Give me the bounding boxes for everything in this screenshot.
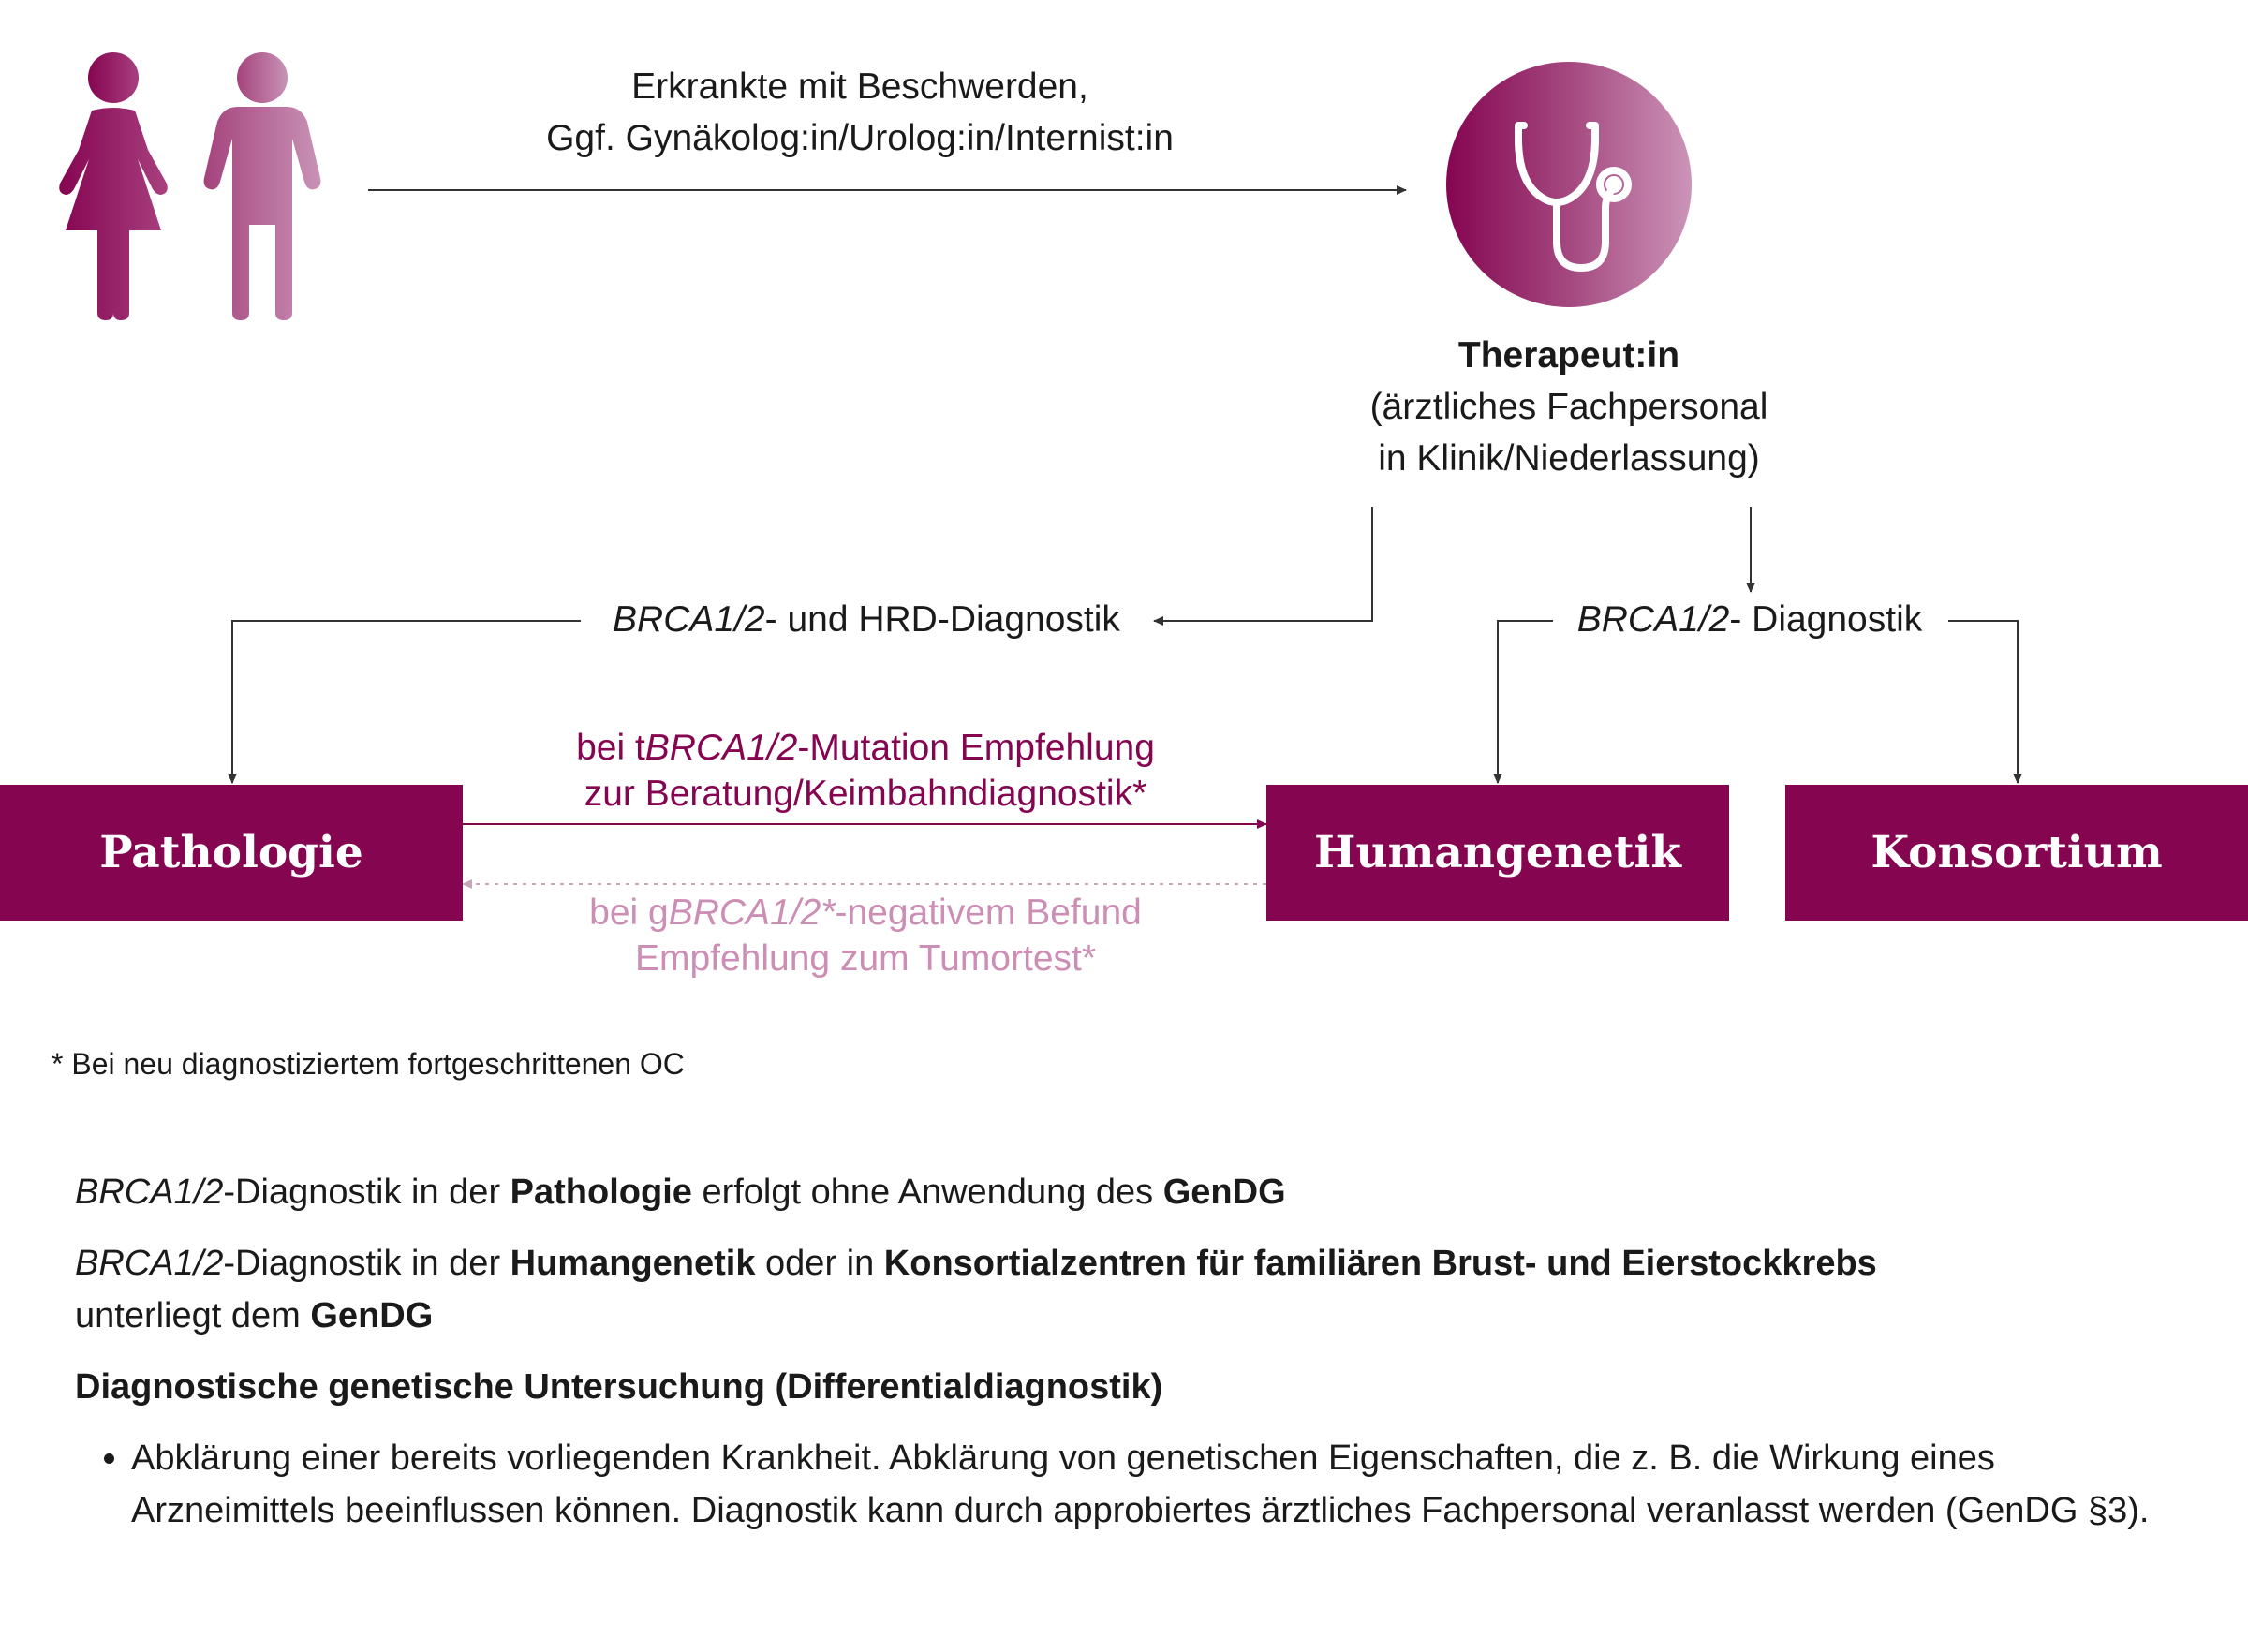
left-branch-gene: BRCA1/2 <box>613 599 765 640</box>
forward-recommendation <box>491 725 1240 817</box>
section-heading: Diagnostische genetische Untersuchung (Differentialdiagnostik) <box>75 1367 1163 1407</box>
p1-gendg: GenDG <box>1162 1173 1286 1212</box>
back-line-2: Empfehlung zum Tumortest* <box>634 938 1097 979</box>
back-pre: bei g <box>589 892 669 933</box>
therapist-left-connector <box>1154 507 1372 621</box>
right-branch-label <box>1553 596 1946 644</box>
right-branch-to-konsortium <box>1948 621 2018 783</box>
forward-post: -Mutation Empfehlung <box>797 728 1155 768</box>
left-branch-label <box>581 596 1152 644</box>
p2-gene: BRCA1/2 <box>75 1244 224 1283</box>
p2-gendg: GenDG <box>310 1296 434 1335</box>
therapist-line-3: in Klinik/Niederlassung) <box>1378 438 1760 479</box>
p2-text-a: -Diagnostik in der <box>223 1244 510 1283</box>
patients-label-line-2: Ggf. Gynäkolog:in/Urolog:in/Internist:in <box>546 118 1174 158</box>
forward-gene: BRCA1/2 <box>644 728 798 768</box>
paragraph-pathologie <box>75 1166 2201 1218</box>
konsortium-label: Konsortium <box>1871 827 2163 878</box>
therapist-line-2: (ärztliches Fachpersonal <box>1369 387 1768 427</box>
explanation <box>75 1166 2201 1537</box>
humangenetik-box <box>1266 785 1729 921</box>
stethoscope-icon <box>1446 62 1692 307</box>
p2-text-c: unterliegt dem <box>75 1296 311 1335</box>
p1-text-b: erfolgt ohne Anwendung des <box>691 1173 1163 1212</box>
p2-konsortialzentren: Konsortialzentren für familiären Brust- und Eierstockkrebs <box>883 1244 1877 1283</box>
woman-icon <box>59 52 168 320</box>
back-post: -negativem Befund <box>835 892 1142 933</box>
humangenetik-label: Humangenetik <box>1314 827 1681 878</box>
pathologie-box <box>0 785 463 921</box>
p1-gene: BRCA1/2 <box>75 1173 224 1212</box>
p1-text-a: -Diagnostik in der <box>223 1173 510 1212</box>
bullet-list <box>75 1432 2201 1537</box>
forward-pre: bei t <box>576 728 645 768</box>
therapist-label <box>1288 330 1850 484</box>
back-recommendation <box>491 890 1240 981</box>
man-icon <box>204 52 321 320</box>
p2-text-b: oder in <box>755 1244 884 1283</box>
p2-humangenetik: Humangenetik <box>510 1244 756 1283</box>
therapist-title: Therapeut:in <box>1457 335 1680 376</box>
right-branch-gene: BRCA1/2 <box>1576 599 1730 640</box>
paragraph-humangenetik <box>75 1237 2201 1342</box>
left-branch-text: - und HRD-Diagnostik <box>764 599 1120 640</box>
patients-label <box>485 61 1235 164</box>
pathologie-label: Pathologie <box>99 827 363 878</box>
footnote: * Bei neu diagnostiziertem fortgeschrittenen OC <box>52 1047 685 1081</box>
bullet-item: • Abklärung einer bereits vorliegenden Krankheit. Abklärung von genetischen Eigenschaften, die z. B. die Wirkung eines Arzneimittels beeinflussen können. Diagnostik kann durch approbiertes ärztliches Fachpersonal veranlasst werden (GenDG §3). <box>131 1432 2201 1537</box>
forward-line-2: zur Beratung/Keimbahndiagnostik* <box>584 774 1147 814</box>
right-branch-to-humangenetik <box>1498 621 1553 783</box>
p1-pathologie: Pathologie <box>510 1173 692 1212</box>
konsortium-box <box>1785 785 2248 921</box>
patients-label-line-1: Erkrankte mit Beschwerden, <box>631 66 1088 107</box>
right-branch-text: - Diagnostik <box>1729 599 1923 640</box>
back-gene: BRCA1/2* <box>668 892 836 933</box>
